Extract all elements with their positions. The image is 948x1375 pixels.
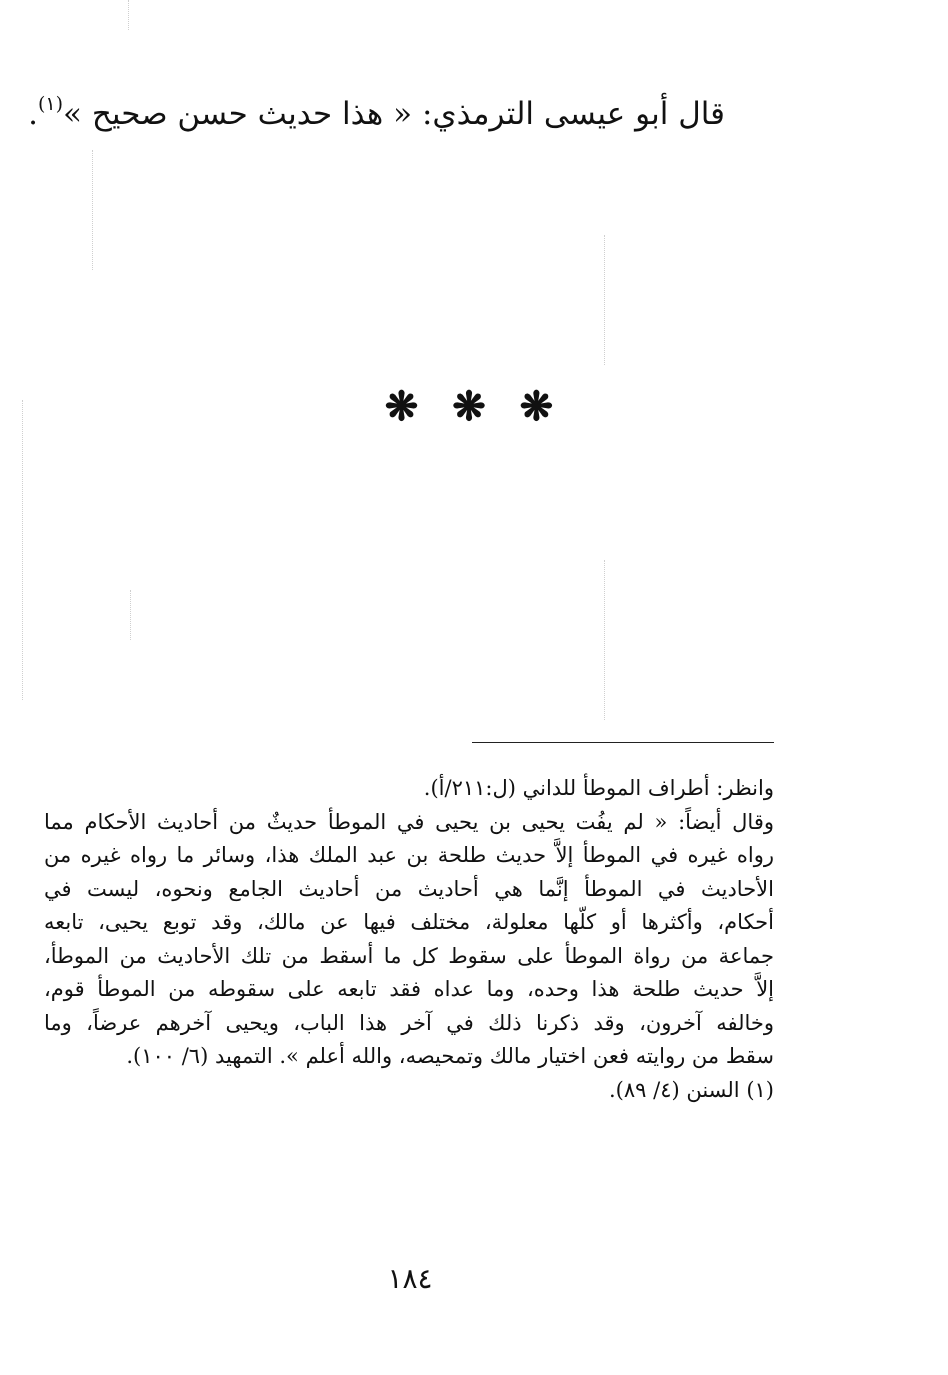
footnote-line: جماعة من رواة الموطأ على سقوط كل ما أسقط من تلك الأحاديث من الموطأ، <box>44 943 774 968</box>
footnote-line: وقال أيضاً: « لم يفُت يحيى بن يحيى في الموطأ حديثٌ من أحاديث الأحكام مما <box>44 809 774 834</box>
footnote-line: وانظر: أطراف الموطأ للداني (ل:٢١١/أ). <box>423 776 774 800</box>
scan-speckle <box>92 150 94 270</box>
footnote-line: سقط من روايته فعن اختيار مالك وتمحيصه، والله أعلم ». التمهيد (٦/ ١٠٠). <box>126 1044 774 1068</box>
scan-speckle <box>22 400 24 700</box>
footnotes-block <box>44 772 774 1107</box>
scan-speckle <box>130 590 132 640</box>
scan-speckle <box>604 560 606 720</box>
main-text-period: . <box>28 96 38 132</box>
footnote-line: وخالفه آخرون، وقد ذكرنا ذلك في آخر هذا الباب، ويحيى آخرهم عرضاً، وما <box>44 1010 774 1035</box>
main-text-line <box>28 82 725 136</box>
main-text: قال أبو عيسى الترمذي: « هذا حديث حسن صحيح » <box>63 96 725 132</box>
footnote-line: الأحاديث في الموطأ إنَّما هي أحاديث من أحاديث الجامع ونحوه، ليست في <box>44 876 774 901</box>
scan-speckle <box>604 235 606 365</box>
footnote-divider <box>472 742 774 743</box>
footnote-line: إلاَّ حديث طلحة هذا وحده، وما عداه فقد تابعه على سقوطه من الموطأ قوم، <box>44 977 774 1001</box>
scan-speckle <box>128 0 130 30</box>
footnote-line: أحكام، وأكثرها أو كلّها معلولة، مختلف فيها عن مالك، وقد توبع يحيى، تابعه <box>44 910 774 934</box>
page-number: ١٨٤ <box>387 1262 433 1295</box>
section-separator: ❋ ❋ ❋ <box>384 383 564 430</box>
footnote-reference: (١) <box>37 93 64 115</box>
footnote-line: رواه غيره في الموطأ إلاَّ حديث طلحة بن عبد الملك هذا، وسائر ما رواه غيره من <box>44 843 774 867</box>
footnote-1: (١) السنن (٤/ ٨٩). <box>609 1077 774 1102</box>
